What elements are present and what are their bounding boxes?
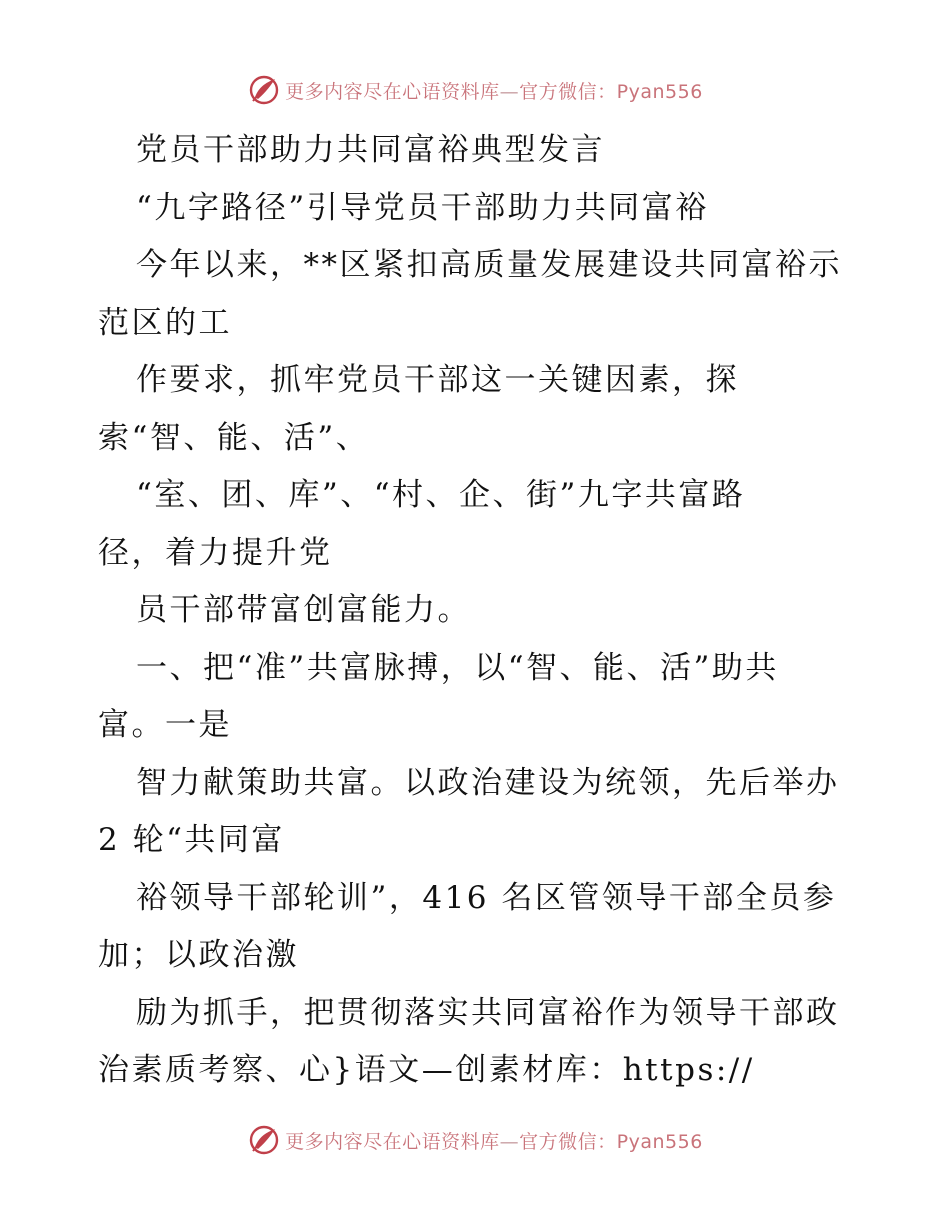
header-watermark: [0, 70, 950, 110]
text-line: 加；以政治激: [98, 937, 299, 973]
text-line: 党员干部助力共同富裕典型发言: [136, 132, 605, 168]
text-line: 智力献策助共富。以政治建设为统领，先后举办: [136, 764, 840, 801]
text-line: 径，着力提升党: [98, 534, 333, 571]
text-line: 裕领导干部轮训”，416 名区管领导干部全员参: [136, 879, 837, 916]
document-body: [98, 122, 868, 1100]
text-line: “室、团、库”、“村、企、街”九字共富路: [136, 477, 746, 513]
text-line: 一、把“准”共富脉搏，以“智、能、活”助共: [136, 649, 779, 686]
text-line: 索“智、能、活”、: [98, 419, 370, 456]
text-line: 治素质考察、心}语文—创素材库：https://: [98, 1052, 755, 1088]
text-line: “九字路径”引导党员干部助力共同富裕: [136, 189, 709, 226]
watermark-text: 更多内容尽在心语资料库—官方微信：Pyan556: [285, 80, 703, 103]
text-line: 员干部带富创富能力。: [136, 592, 471, 628]
text-line: 励为抓手，把贯彻落实共同富裕作为领导干部政: [136, 994, 840, 1031]
footer-watermark: [0, 1120, 950, 1160]
text-line: 2 轮“共同富: [98, 822, 285, 858]
text-line: 富。一是: [98, 707, 232, 743]
watermark-text: 更多内容尽在心语资料库—官方微信：Pyan556: [285, 1130, 703, 1153]
pen-logo-icon: [247, 73, 281, 107]
text-line: 作要求，抓牢党员干部这一关键因素，探: [136, 362, 739, 398]
text-line: 范区的工: [98, 304, 232, 341]
pen-logo-icon: [247, 1123, 281, 1157]
text-line: 今年以来，**区紧扣高质量发展建设共同富裕示: [136, 247, 842, 283]
